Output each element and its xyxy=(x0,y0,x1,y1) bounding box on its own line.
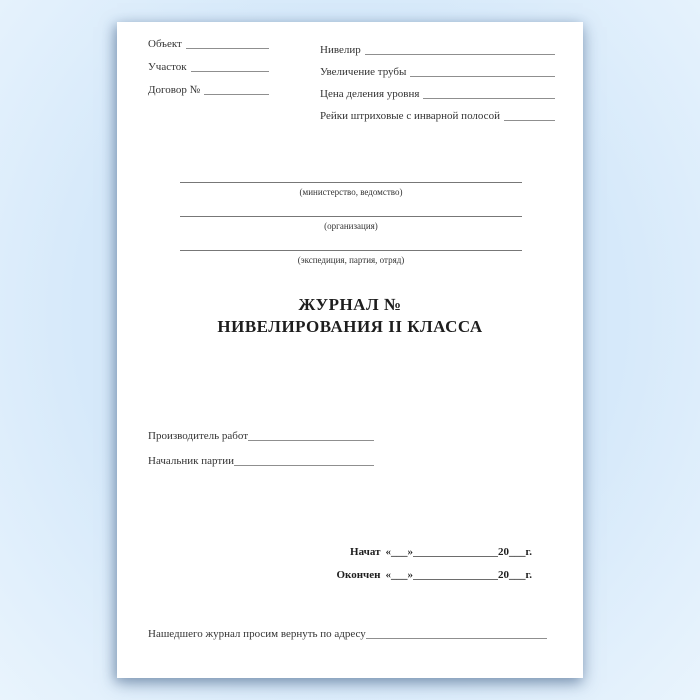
dates-section xyxy=(336,546,532,592)
footer-section xyxy=(148,628,547,641)
field-label: Увеличение трубы xyxy=(320,66,407,78)
org-line-organization xyxy=(180,216,522,232)
field-label: Начальник партии xyxy=(148,455,234,467)
blank-line xyxy=(191,70,269,72)
field-row-work-producer xyxy=(148,430,374,443)
field-row-staffs xyxy=(320,110,555,123)
org-line-ministry xyxy=(180,182,522,198)
personnel-fields xyxy=(148,430,374,480)
field-row-section xyxy=(148,61,269,74)
field-label: Цена деления уровня xyxy=(320,88,420,100)
field-row-tube-magnification xyxy=(320,66,555,79)
date-day-blank: «___» xyxy=(385,546,413,558)
blank-line xyxy=(410,75,555,77)
blank-line xyxy=(423,97,555,99)
blank-line xyxy=(234,464,374,466)
blank-line xyxy=(248,439,374,441)
field-row-level-instrument xyxy=(320,44,555,57)
blank-line xyxy=(204,93,269,95)
date-year-blank: 20___г. xyxy=(497,546,532,558)
field-label: Договор № xyxy=(148,84,201,96)
date-label: Окончен xyxy=(336,569,381,581)
date-label: Начат xyxy=(350,546,381,558)
org-line-expedition xyxy=(180,250,522,266)
page-title xyxy=(117,294,583,338)
field-label: Рейки штриховые с инварной полосой xyxy=(320,110,500,122)
date-year-blank: 20___г. xyxy=(497,569,532,581)
ruled-line xyxy=(180,182,522,183)
page-title-line2: НИВЕЛИРОВАНИЯ II КЛАССА xyxy=(217,317,483,336)
line-caption: (организация) xyxy=(324,221,378,231)
field-row-contract xyxy=(148,84,269,97)
field-label: Нашедшего журнал просим вернуть по адресу xyxy=(148,628,366,640)
top-left-fields xyxy=(148,38,269,107)
field-row-return-address xyxy=(148,628,547,641)
field-label: Участок xyxy=(148,61,187,73)
field-row-level-division xyxy=(320,88,555,101)
blank-line xyxy=(504,119,555,121)
ruled-line xyxy=(180,216,522,217)
field-label: Объект xyxy=(148,38,182,50)
field-label: Нивелир xyxy=(320,44,361,56)
ruled-line xyxy=(180,250,522,251)
blank-line xyxy=(366,637,547,639)
line-caption: (экспедиция, партия, отряд) xyxy=(297,255,405,265)
field-label: Производитель работ xyxy=(148,430,249,442)
blank-line xyxy=(413,555,498,557)
organization-section xyxy=(180,182,522,284)
field-row-party-chief xyxy=(148,455,374,468)
top-right-fields xyxy=(320,44,555,132)
document-page xyxy=(117,22,583,678)
blank-line xyxy=(186,47,269,49)
field-row-object xyxy=(148,38,269,51)
date-row-started xyxy=(336,546,532,559)
date-day-blank: «___» xyxy=(385,569,413,581)
line-caption: (министерство, ведомство) xyxy=(299,187,403,197)
date-row-finished xyxy=(336,569,532,582)
page-title-line1: ЖУРНАЛ № xyxy=(298,295,402,314)
blank-line xyxy=(365,53,555,55)
blank-line xyxy=(413,578,498,580)
